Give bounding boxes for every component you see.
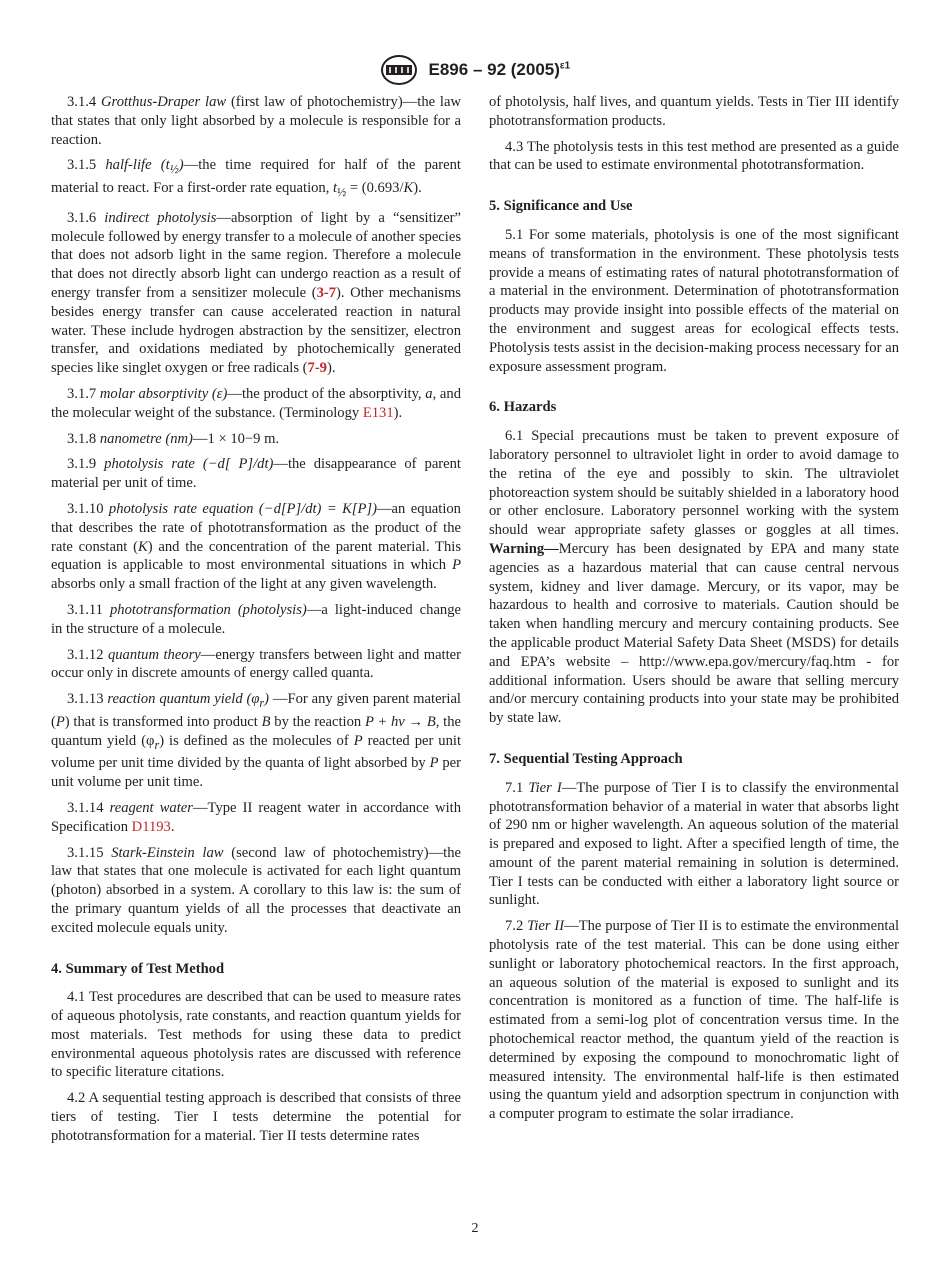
section-7-heading: 7. Sequential Testing Approach — [489, 750, 683, 767]
para-6-1: 6.1 Special precautions must be taken to prevent exposure of laboratory personnel to ultraviolet light in order to avoid damage to the retina of the eye and possibly to skin. The ultraviolet photoreaction system should be suitably shielded in a laboratory hood or other enclosure. Laboratory personnel working with the system should wear appropriate safety glasses or goggles at all times. Warning—Mercury has been designated by EPA and many state agencies as a hazardous material that can cause central nervous system, kidney and liver damage. Mercury, or its vapor, may be hazardous to health and corrosive to materials. Caution should be taken when handling mercury and mercury containing products. See the applicable product Material Safety Data Sheet (MSDS) for details and EPA’s website – http://www.epa.gov/mercury/faq.htm - for additional information. Users should be aware that selling mercury and/or mercury containing products into your state may be prohibited by state law. — [489, 428, 899, 727]
section-6-heading: 6. Hazards — [489, 399, 557, 416]
para-5-1: 5.1 For some materials, photolysis is one of the most significant means of transformation in the environment. These photolysis tests provide a means of estimating rates of natural phototransformation of a material in the environment. Determination of phototransformation products may provide insight into possible effects of the material on the environment and suggest areas for ecological effects tests. Photolysis tests assist in the decision-making process necessary for an exposure assessment program. — [489, 226, 899, 375]
para-3-1-5: 3.1.5 half-life $(t_{\frac{1}{2}})—the$ time required for half of the parent material to react. For a first-order rate equation, $t_{\frac{1}{2}} = (0.693/K)$. — [51, 157, 461, 199]
para-4-1: 4.1 Test procedures are described that can be used to measure rates of aqueous photolysis, rate constants, and reaction quantum yields for most materials. Test methods for using these data to predict environmental aqueous photolysis rates are discussed with reference to specific literature citations. — [51, 989, 461, 1081]
terminology-e131-link[interactable]: E131 — [362, 404, 394, 421]
para-3-1-4: 3.1.4 Grotthus-Draper law (first law of photochemistry)—the law that states that only light absorbed by a molecule is responsible for a reaction. — [51, 94, 462, 148]
para-3-1-6: 3.1.6 indirect photolysis—absorption of light by a “sensitizer” molecule followed by energy transfer to a molecule of another species that does not adsorb light in the same region. Therefore a molecule that does not directly absorb light can undergo reaction as a result of energy transfer from a sensitizer molecule (3-7). Other mechanisms besides energy transfer can cause accelerated reaction in natural water. These include hydrogen abstraction by the sensitizer, electron transfer, and oxidations mediated by photochemically generated species like singlet oxygen or free radicals (7-9). — [51, 209, 462, 377]
para-3-1-13: 3.1.13 reaction quantum yield $(\varphi_r)$ —For any given parent material (P) that is transformed into product B by the reaction P + hv → B, the quantum yield $(\varphi_r)$ is defined as the molecules of P reacted per unit volume per unit time divided by the quanta of light absorbed by P per unit volume per unit time. — [51, 691, 462, 791]
para-3-1-7: 3.1.7 molar absorptivity (ε)—the product of the absorptivity, a, and the molecular weight of the substance. (Terminology E131). — [51, 385, 461, 421]
para-3-1-14: 3.1.14 reagent water—Type II reagent water in accordance with Specification D1193. — [51, 799, 461, 835]
epsilon-superscript: ε1 — [559, 60, 571, 72]
para-3-1-9: 3.1.9 photolysis rate (−d[ P]/dt)—the disappearance of parent material per unit of time. — [51, 456, 461, 492]
para-4-2: 4.2 A sequential testing approach is described that consists of three tiers of testing. Tier I tests determine the potential for phototransformation for a material. Tier II tests determine rates — [51, 1090, 461, 1144]
left-column — [51, 93, 461, 1153]
para-3-1-10: 3.1.10 photolysis rate equation (−d[P]/dt) = K[P])—an equation that describes the rate of phototransformation as the product of the rate constant (K) and the concentration of the parent material. This equation is applicable to most environmental situations in which P absorbs only a small fraction of the light at any given wavelength. — [51, 500, 461, 593]
section-5-heading: 5. Significance and Use — [489, 198, 633, 215]
para-4-2-continued: of photolysis, half lives, and quantum yields. Tests in Tier III identify phototransformation products. — [489, 94, 899, 129]
para-3-1-11: 3.1.11 phototransformation (photolysis)—a light-induced change in the structure of a molecule. — [51, 601, 461, 637]
document-designation: E896 – 92 $(2005)^{\varepsilon 1}$ — [428, 60, 571, 79]
para-7-2: 7.2 Tier II—The purpose of Tier II is to estimate the environmental photolysis rate of the test material. This can be done using either sunlight or laboratory photochemical reactors. In the first approach, an aqueous solution of the material is exposed to sunlight and its concentration is monitored as a function of time. The half-life is estimated from a semi-log plot of concentration versus time. In the photochemical reactor method, the quantum yield of the reaction is determined by exposing the compound to monochromatic light of measured intensity. The environmental half-life is then estimated using the quantum yield and adsorption spectrum in conjunction with a computer program to estimate the solar irradiance. — [489, 918, 900, 1123]
right-column — [489, 93, 899, 1131]
section-4-heading: 4. Summary of Test Method — [51, 960, 225, 977]
page-header — [0, 54, 950, 86]
para-7-1: 7.1 Tier I—The purpose of Tier I is to classify the environmental phototransformation behavior of a material in water that absorbs light of 290 nm or higher wavelength. An aqueous solution of the material is prepared and exposed to light. After a specified length of time, the amount of the parent material remaining in solution is determined. Tier I tests can be conducted with either a laboratory light source or sunlight. — [489, 779, 900, 909]
para-4-3: 4.3 The photolysis tests in this test method are presented as a guide that can be used to estimate environmental phototransformation. — [489, 138, 899, 174]
para-3-1-15: 3.1.15 Stark-Einstein law (second law of photochemistry)—the law that states that one molecule is activated for each light quantum (photon) absorbed in a system. A corollary to this law is: the sum of the primary quantum yields of all the processes that deactivate an excited molecule equals unity. — [51, 844, 462, 936]
page-number: 2 — [471, 1221, 479, 1236]
reference-link[interactable]: 3-7 — [316, 284, 337, 301]
para-3-1-8: 3.1.8 nanometre (nm)—1 × 10−9 m. — [67, 430, 280, 447]
warning-label: Warning— — [489, 540, 559, 557]
reference-link[interactable]: 7-9 — [307, 360, 327, 377]
specification-d1193-link[interactable]: D1193 — [131, 818, 171, 835]
para-3-1-12: 3.1.12 quantum theory—energy transfers between light and matter occur only in discrete amounts of energy called quanta. — [51, 646, 461, 682]
astm-logo-icon — [380, 54, 418, 86]
